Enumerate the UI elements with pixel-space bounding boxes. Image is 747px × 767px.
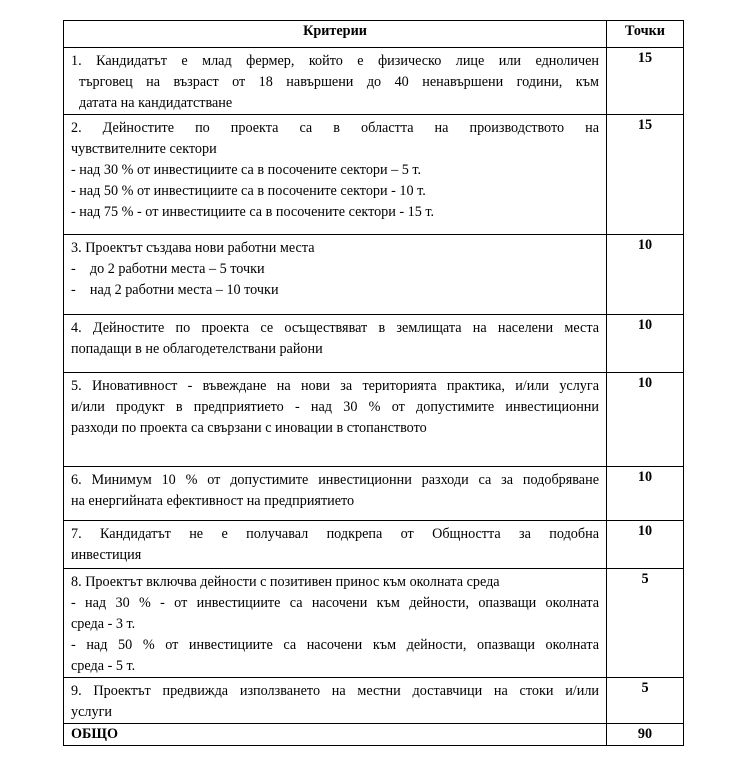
criterion-text	[64, 569, 607, 678]
criterion-line: среда - 3 т.	[71, 616, 136, 632]
criterion-line: попадащи в не облагодетелствани райони	[71, 341, 323, 357]
criterion-line: 6. Минимум 10 % от допустимите инвестиционни разходи са за подобряване	[71, 472, 599, 488]
table-row	[64, 315, 684, 373]
criteria-table	[63, 20, 684, 746]
criterion-line: 1. Кандидатът е млад фермер, който е физическо лице или едноличен	[71, 53, 599, 69]
criterion-line: 4. Дейностите по проекта се осъществяват в землищата на населени места	[71, 320, 599, 336]
criterion-line: чувствителните сектори	[71, 141, 217, 157]
criterion-points: 10	[607, 315, 684, 373]
criterion-points: 10	[607, 467, 684, 521]
criterion-points: 10	[607, 235, 684, 315]
criterion-line: 7. Кандидатът не е получавал подкрепа от Общността за подобна	[71, 526, 599, 542]
criteria-header: Критерии	[64, 21, 607, 48]
criterion-line: услуги	[71, 704, 112, 720]
criterion-line: - над 75 % - от инвестициите са в посочените сектори - 15 т.	[71, 204, 435, 220]
table-row	[64, 48, 684, 115]
criterion-line: - над 50 % от инвестициите са в посочените сектори - 10 т.	[71, 183, 426, 199]
criterion-line: - над 2 работни места – 10 точки	[71, 282, 279, 298]
table-row	[64, 373, 684, 467]
criterion-line: и/или продукт в предприятието - над 30 % от допустимите инвестиционни	[71, 399, 599, 415]
criterion-text	[64, 521, 607, 569]
criterion-text	[64, 235, 607, 315]
total-label: ОБЩО	[64, 724, 607, 746]
criterion-line: среда - 5 т.	[71, 658, 136, 674]
criterion-points: 5	[607, 678, 684, 724]
table-row	[64, 235, 684, 315]
criterion-line: 2. Дейностите по проекта са в областта на производството на	[71, 120, 599, 136]
total-row	[64, 724, 684, 746]
criterion-line: на енергийната ефективност на предприятието	[71, 493, 355, 509]
table-row	[64, 521, 684, 569]
header-row	[64, 21, 684, 48]
criterion-line: датата на кандидатстване	[79, 95, 233, 111]
criterion-line: 8. Проектът включва дейности с позитивен принос към околната среда	[71, 574, 500, 590]
points-header: Точки	[607, 21, 684, 48]
criterion-line: инвестиция	[71, 547, 142, 563]
criterion-line: - над 30 % от инвестициите са в посочените сектори – 5 т.	[71, 162, 422, 178]
table-row	[64, 115, 684, 235]
criterion-points: 10	[607, 373, 684, 467]
criterion-line: 3. Проектът създава нови работни места	[71, 240, 315, 256]
table-row	[64, 467, 684, 521]
criterion-line: търговец на възраст от 18 навършени до 40 ненавършени години, към	[79, 74, 599, 90]
criterion-points: 15	[607, 115, 684, 235]
criterion-text	[64, 373, 607, 467]
criterion-line: разходи по проекта са свързани с иновации в стопанството	[71, 420, 427, 436]
criterion-text	[64, 48, 607, 115]
criterion-points: 5	[607, 569, 684, 678]
criterion-text	[64, 467, 607, 521]
criterion-text	[64, 315, 607, 373]
table-row	[64, 678, 684, 724]
criterion-line: 5. Иновативност - въвеждане на нови за територията практика, и/или услуга	[71, 378, 599, 394]
total-points: 90	[607, 724, 684, 746]
criterion-text	[64, 678, 607, 724]
criterion-points: 15	[607, 48, 684, 115]
criterion-points: 10	[607, 521, 684, 569]
criterion-line: - до 2 работни места – 5 точки	[71, 261, 265, 277]
criterion-line: - над 30 % - от инвестициите са насочени към дейности, опазващи околната	[71, 595, 599, 611]
table-row	[64, 569, 684, 678]
criterion-text	[64, 115, 607, 235]
criterion-line: - над 50 % от инвестициите са насочени към дейности, опазващи околната	[71, 637, 599, 653]
criterion-line: 9. Проектът предвижда използването на местни доставчици на стоки и/или	[71, 683, 599, 699]
